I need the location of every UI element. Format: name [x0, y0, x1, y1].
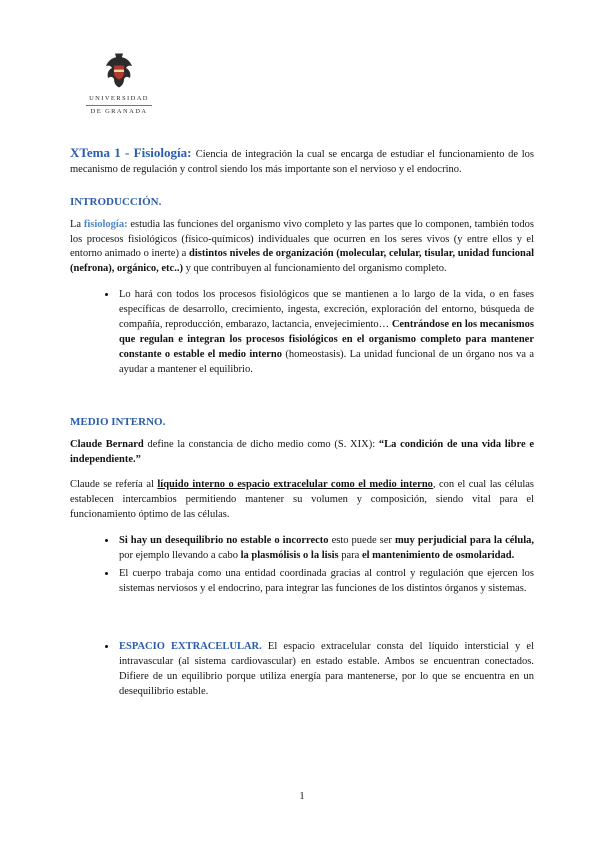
document-title	[70, 144, 534, 178]
paragraph-claude-bernard	[70, 438, 534, 468]
university-name-line2: DE GRANADA	[90, 108, 148, 116]
text-run: XTema 1 - Fisiología:	[70, 144, 196, 160]
text-run: por ejemplo llevando a cabo	[119, 550, 241, 562]
document-body	[70, 144, 534, 700]
text-run: INTRODUCCIÓN.	[70, 195, 162, 208]
text-run: (homeostasis). La unidad funcional de un órgano nos va a ayudar a mantener el equilibrio.	[119, 348, 534, 375]
blank-line	[70, 623, 534, 638]
text-run: distintos niveles de organización (molecular, celular, tisular, unidad funcional (nefrona), orgánico, etc..)	[70, 248, 534, 275]
text-run: La	[70, 218, 84, 230]
text-run: Si hay un desequilibrio no estable o incorrecto	[119, 535, 332, 547]
text-run: líquido interno o espacio extracelular como el medio interno	[157, 479, 433, 491]
text-run: Claude se refería al	[70, 479, 158, 491]
text-run: “La condición de una vida libre e independiente.”	[70, 438, 534, 465]
text-run: define la constancia de dicho medio como (S. XIX):	[147, 438, 379, 450]
text-run: y que contribuyen al funcionamiento del organismo completo.	[182, 263, 447, 275]
bullet-item	[117, 288, 534, 377]
paragraph-fisiologia-definicion	[70, 218, 534, 278]
university-logo	[84, 52, 154, 118]
page-number: 1	[299, 791, 305, 802]
logo-divider	[86, 105, 152, 106]
text-run: ESPACIO EXTRACELULAR.	[119, 640, 268, 652]
blank-line	[70, 608, 534, 623]
text-run: muy perjudicial para la célula,	[394, 535, 534, 547]
bullet-list	[70, 640, 534, 700]
text-run: El espacio extracelular consta del líquido intersticial y el intravascular (al sistema cardiovascular) en estado estable. Ambos se encuentran conectados. Difiere de un equilibrio porque utiliza energía para mantenerse, por lo que se encuentra en un desequilibrio estable.	[119, 640, 534, 697]
bullet-item	[117, 534, 534, 564]
text-run: Centrándose en los mecanismos que regulan e integran los procesos fisiológicos en el organismo completo para mantener constante o estable el medio interno	[119, 319, 534, 360]
bullet-item	[117, 640, 534, 700]
text-run: Ciencia de integración la cual se encarga de estudiar el funcionamiento de los mecanismo de regulación y control siendo los más importante son el nervioso y el endocrino.	[70, 148, 534, 175]
text-run: fisiología:	[83, 218, 131, 230]
text-run: esto puede ser	[331, 535, 395, 547]
bullet-item	[117, 567, 534, 597]
text-run: para	[338, 550, 362, 562]
section-heading-introduccion	[70, 196, 534, 208]
text-run: Claude Bernard	[70, 438, 148, 450]
bullet-list	[70, 288, 534, 377]
bullet-list	[70, 534, 534, 597]
text-run: , con el cual las células establecen intercambios permitiendo mantener su volumen y composición, siendo vital para el funcionamiento óptimo de las células.	[70, 479, 534, 521]
text-run: el mantenimiento de osmolaridad.	[361, 550, 515, 562]
text-run: El cuerpo trabaja como una entidad coordinada gracias al control y regulación que ejercen los sistemas nerviosos y el endocrino, para integrar las funciones de los distintos órganos y sistemas.	[119, 568, 534, 594]
ugr-crest-icon	[100, 52, 138, 92]
text-run: Lo hará con todos los procesos fisiológicos que se mantienen a lo largo de la vida, o en fases específicas de desarrollo, crecimiento, ingesta, excreción, exploración del entorno, búsqueda de compañía, reproducción, embarazo, lactancia, envejecimiento…	[119, 289, 534, 331]
text-run: la plasmólisis o la lisis	[240, 550, 339, 562]
text-run: estudia las funciones del organismo vivo completo y las partes que lo componen, también todos los procesos fisiológicos (físico-químicos) individuales que ocurren en los seres vivos (y entre ellos y el entorno animado o inerte) a	[70, 218, 534, 260]
university-name-line1: UNIVERSIDAD	[89, 95, 149, 102]
text-run: MEDIO INTERNO.	[70, 415, 166, 428]
paragraph-liquido-interno	[70, 478, 534, 523]
section-heading-medio-interno	[70, 416, 534, 428]
